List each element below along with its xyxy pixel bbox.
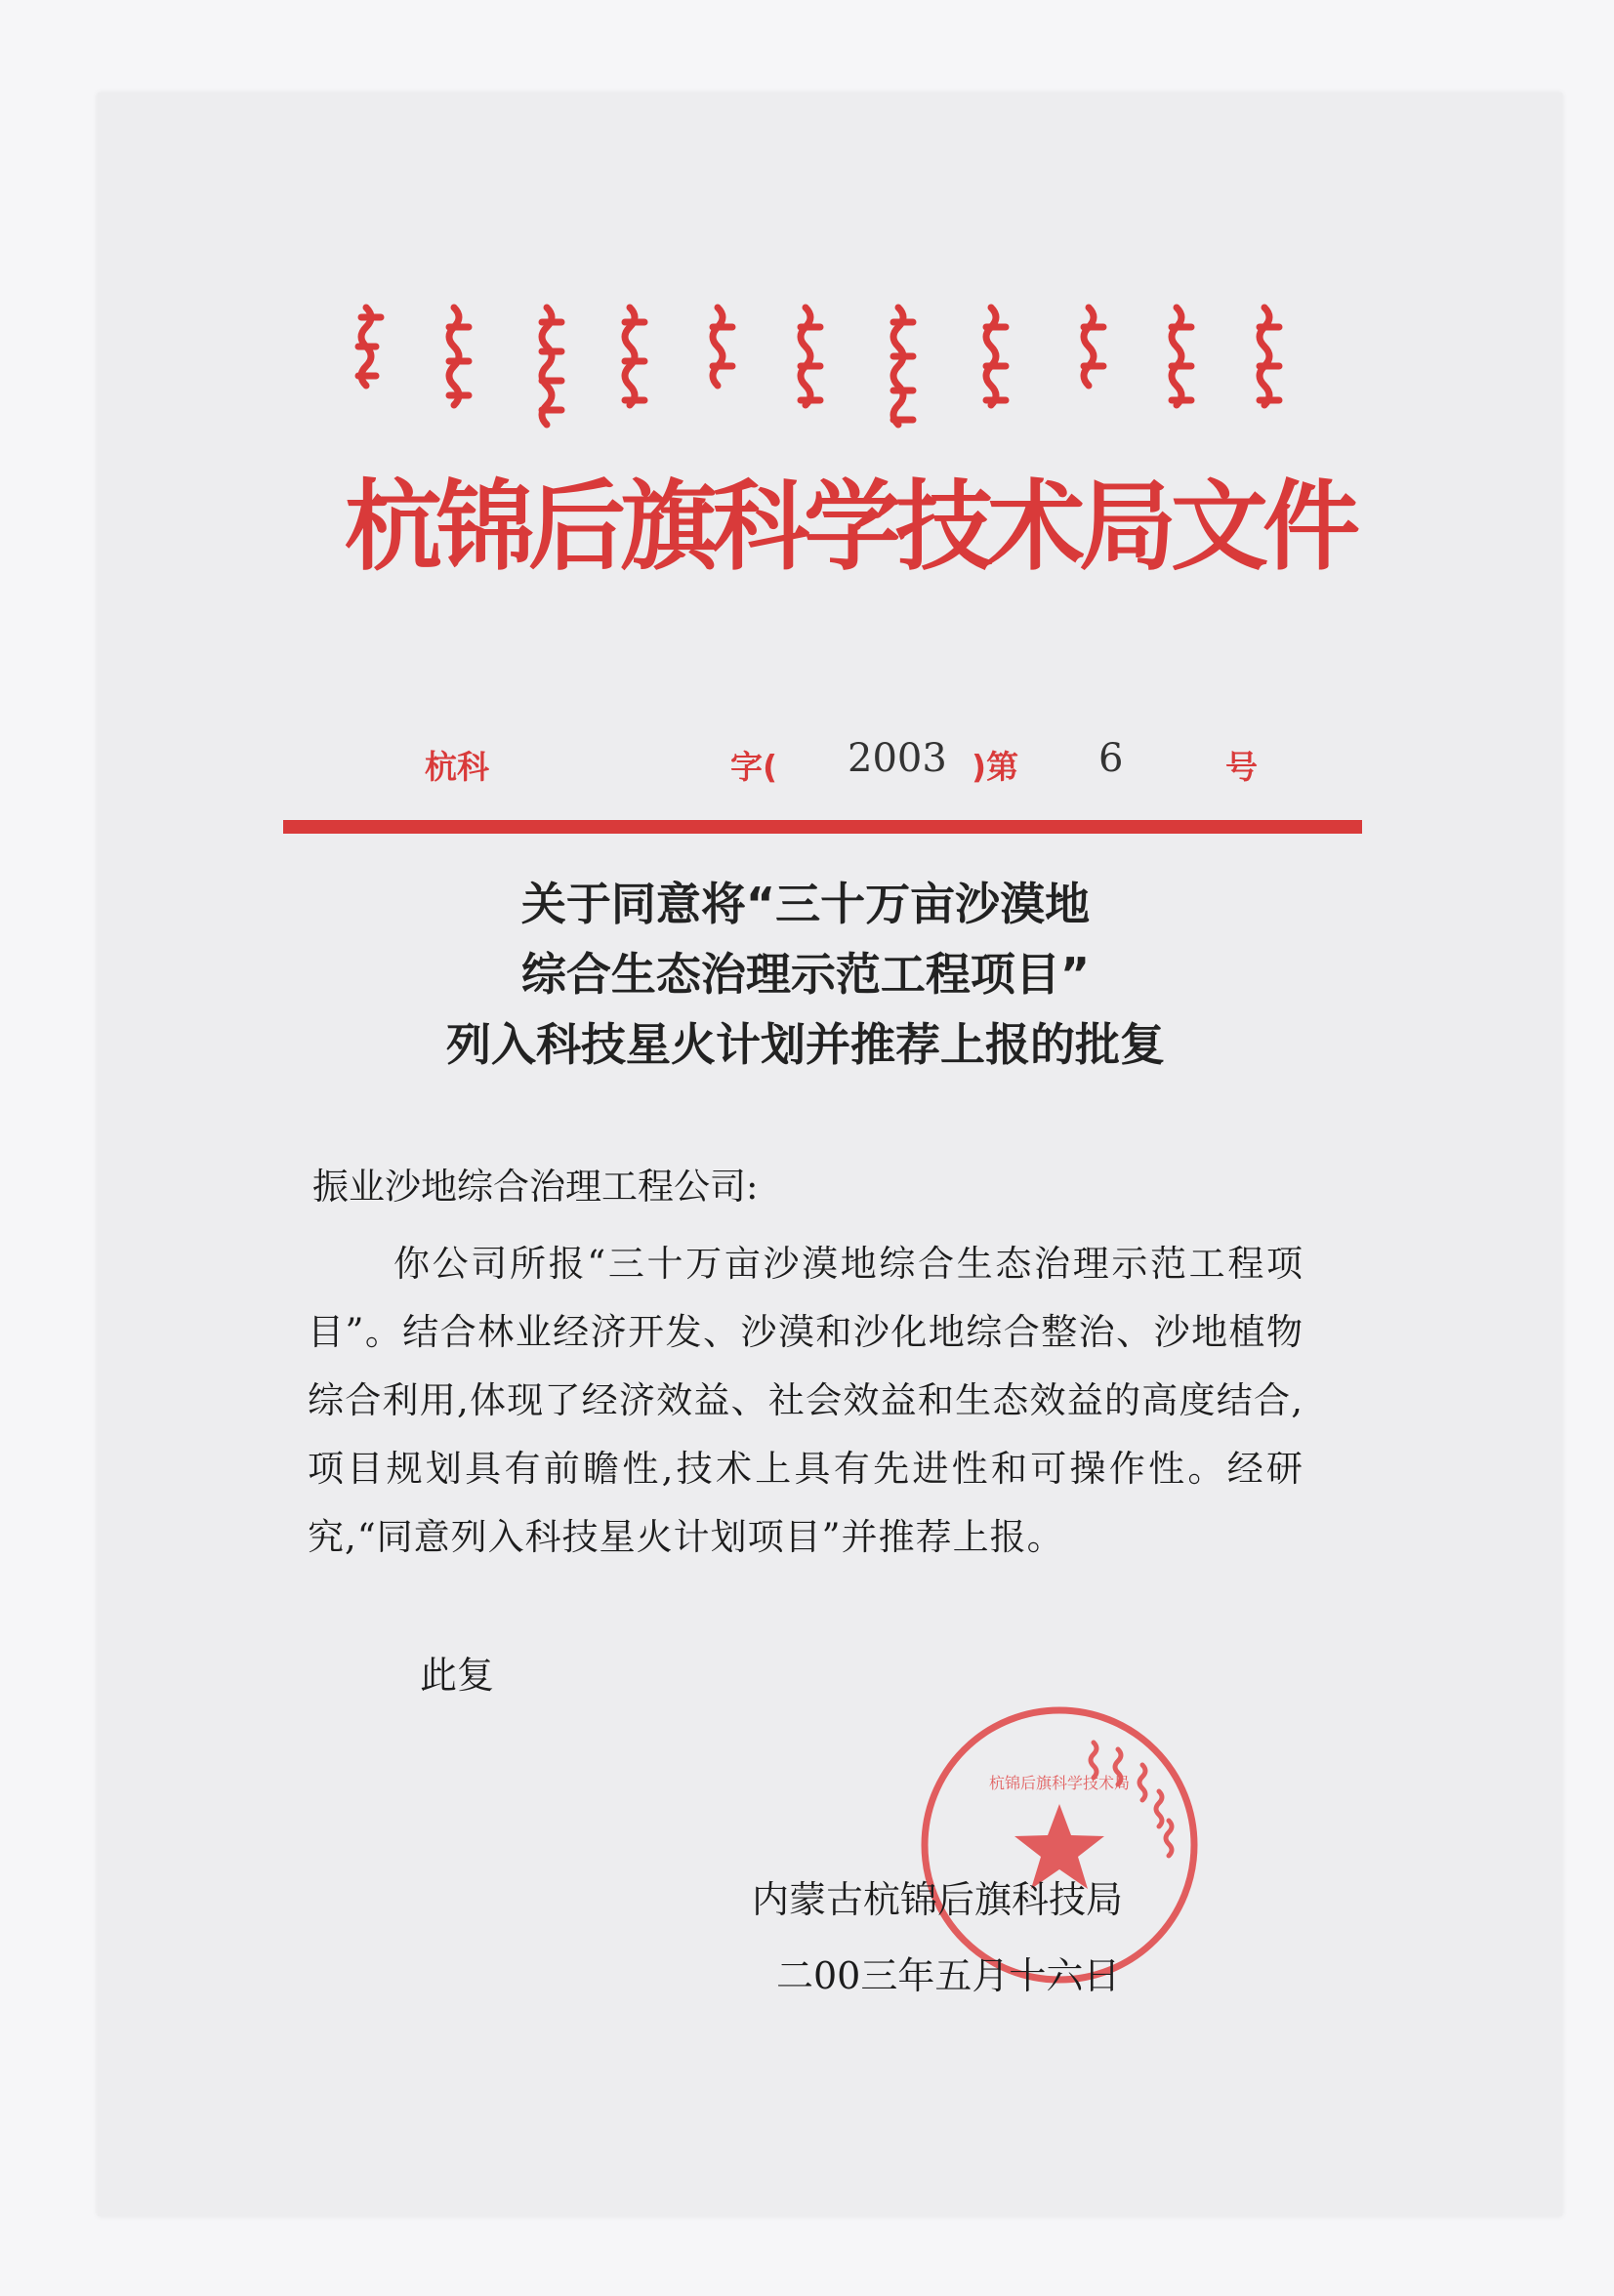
recipient-line: 振业沙地综合治理工程公司:	[312, 1166, 759, 1208]
document-number-row	[0, 736, 1614, 800]
body-paragraph: 你公司所报“三十万亩沙漠地综合生态治理示范工程项目”。结合林业经济开发、沙漠和沙化地综合整治、沙地植物综合利用,体现了经济效益、社会效益和生态效益的高度结合,项目规划具有前瞻性,技术上具有先进性和可操作性。经研究,“同意列入科技星火计划项目”并推荐上报。	[308, 1243, 1304, 1558]
document-title-line: 综合生态治理示范工程项目”	[520, 948, 1091, 1001]
document-title-line: 关于同意将“三十万亩沙漠地	[520, 878, 1091, 930]
red-divider-line	[283, 820, 1362, 834]
signature-date: 二00三年五月十六日	[776, 1954, 1121, 1997]
doc-number-suffix: 号	[1225, 748, 1258, 786]
closing-text: 此复	[420, 1654, 495, 1697]
doc-number-close: )第	[972, 748, 1019, 786]
mongolian-script-graphic	[347, 288, 1343, 444]
seal-text: 杭锦后旗科学技术局	[988, 1774, 1131, 1792]
signature-organization: 内蒙古杭锦后旗科技局	[752, 1878, 1124, 1921]
doc-number-char: 字(	[730, 748, 778, 786]
doc-number-year: 2003	[848, 736, 947, 781]
document-title-line: 列入科技星火计划并推荐上报的批复	[446, 1018, 1165, 1071]
doc-number-value: 6	[1098, 736, 1124, 781]
header-title: 杭锦后旗科学技术局文件	[345, 470, 1354, 584]
mongolian-script-header	[347, 288, 1343, 444]
doc-number-prefix: 杭科	[425, 748, 489, 786]
document-title	[293, 869, 1318, 1080]
